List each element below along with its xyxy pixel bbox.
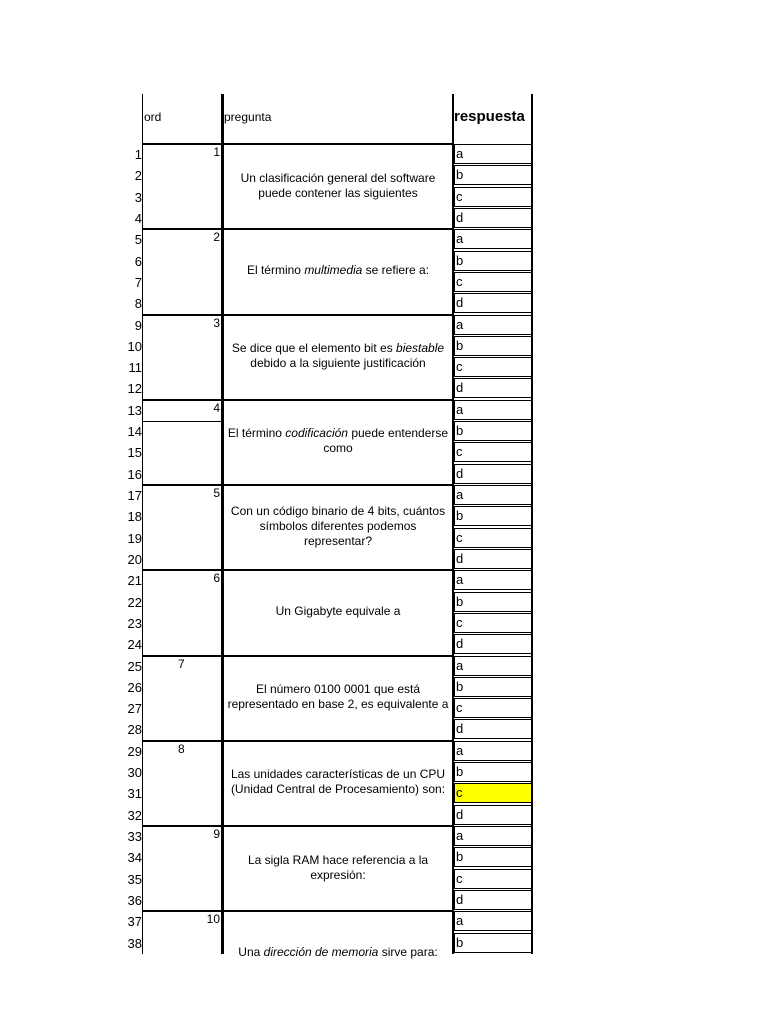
question-text-emphasis: multimedia (304, 263, 363, 278)
answer-option-a[interactable]: a (454, 400, 532, 420)
question-text (224, 235, 452, 306)
question-text (224, 662, 452, 733)
row-number: 9 (134, 317, 142, 333)
row-number: 26 (127, 679, 142, 695)
answer-option-c[interactable]: c (454, 357, 532, 377)
row-number: 10 (127, 338, 142, 354)
answer-option-b[interactable]: b (454, 336, 532, 356)
question-text-pre: Las unidades características de un CPU (Unidad Central de Procesamiento) son: (230, 767, 446, 797)
answer-option-b[interactable]: b (454, 421, 532, 441)
row-number: 17 (127, 488, 142, 503)
row-number: 27 (127, 701, 142, 717)
row-number: 18 (127, 509, 142, 525)
row-number: 32 (127, 807, 142, 823)
question-ord: 7 (178, 656, 185, 671)
answer-option-a[interactable]: a (454, 570, 532, 590)
answer-option-b[interactable]: b (454, 251, 532, 271)
row-number: 8 (134, 296, 142, 312)
row-number: 16 (127, 466, 142, 482)
answer-option-d[interactable]: d (454, 805, 532, 825)
cell-border (142, 421, 222, 422)
question-text (224, 576, 452, 647)
question-ord: 10 (206, 912, 220, 927)
grid-line-ord-left (142, 94, 143, 954)
question-ord: 9 (213, 827, 220, 841)
row-number: 2 (134, 168, 142, 184)
row-number: 4 (134, 210, 142, 226)
row-number: 14 (127, 424, 142, 440)
answer-option-a[interactable]: a (454, 911, 532, 931)
question-separator (142, 655, 452, 657)
question-text-content (224, 504, 452, 549)
header-ord: ord (144, 110, 162, 124)
answer-option-b[interactable]: b (454, 506, 532, 526)
row-number: 28 (127, 722, 142, 738)
question-text-content (224, 682, 452, 712)
answer-option-d[interactable]: d (454, 890, 532, 910)
row-number: 25 (127, 658, 142, 674)
question-ord: 2 (213, 230, 220, 245)
question-text-content (224, 171, 452, 201)
answer-option-a[interactable]: a (454, 826, 532, 846)
row-number: 3 (134, 189, 142, 205)
question-text-pre: Se dice que el elemento bit es (231, 341, 397, 356)
question-text-emphasis: dirección de memoria (263, 945, 379, 960)
row-number: 12 (127, 381, 142, 397)
row-number: 1 (134, 147, 142, 162)
row-number: 7 (134, 274, 142, 290)
question-text-emphasis: codificación (285, 426, 348, 441)
answer-option-c[interactable]: c (454, 187, 532, 207)
answer-option-d[interactable]: d (454, 549, 532, 569)
row-number: 31 (127, 786, 142, 802)
answer-option-a[interactable]: a (454, 656, 532, 676)
question-text (224, 491, 452, 562)
answer-option-b[interactable]: b (454, 933, 532, 953)
question-ord: 8 (178, 741, 185, 756)
answer-option-b[interactable]: b (454, 847, 532, 867)
answer-option-a[interactable]: a (454, 315, 532, 335)
question-text-post: debido a la siguiente justificación (250, 356, 426, 371)
question-text (224, 150, 452, 221)
answer-option-c[interactable]: c (454, 783, 532, 803)
row-number: 5 (134, 232, 142, 248)
row-number: 6 (134, 253, 142, 269)
answer-option-a[interactable]: a (454, 485, 532, 505)
answer-option-a[interactable]: a (454, 144, 532, 164)
answer-option-c[interactable]: c (454, 528, 532, 548)
answer-option-b[interactable]: b (454, 165, 532, 185)
grid-line-resp-right (531, 94, 533, 954)
row-number: 19 (127, 530, 142, 546)
row-number: 36 (127, 892, 142, 908)
question-text (224, 747, 452, 818)
row-number: 22 (127, 594, 142, 610)
header-pregunta: pregunta (224, 110, 272, 124)
question-ord: 4 (213, 400, 220, 415)
row-number: 20 (127, 551, 142, 567)
answer-option-b[interactable]: b (454, 677, 532, 697)
question-text-content (224, 426, 452, 456)
row-number: 34 (127, 850, 142, 866)
question-ord: 3 (213, 315, 220, 330)
question-text (224, 917, 452, 988)
row-number: 21 (127, 573, 142, 589)
answer-option-d[interactable]: d (454, 719, 532, 739)
question-text-pre: Una (238, 945, 264, 960)
answer-option-b[interactable]: b (454, 592, 532, 612)
question-text (224, 832, 452, 903)
answer-option-c[interactable]: c (454, 869, 532, 889)
row-number: 23 (127, 615, 142, 631)
answer-option-d[interactable]: d (454, 634, 532, 654)
row-number: 35 (127, 871, 142, 887)
grid-line-resp-left (452, 94, 454, 954)
answer-option-d[interactable]: d (454, 293, 532, 313)
question-text (224, 321, 452, 392)
grid-line-ord-right (221, 94, 224, 954)
question-ord: 5 (213, 486, 220, 500)
question-ord: 6 (213, 571, 220, 586)
row-number: 37 (127, 914, 142, 930)
question-text-content (276, 604, 401, 619)
header-respuesta: respuesta (454, 108, 525, 125)
question-text-pre: Un Gigabyte equivale a (275, 604, 401, 619)
answer-option-c[interactable]: c (454, 272, 532, 292)
question-text-pre: Con un código binario de 4 bits, cuántos símbolos diferentes podemos representar? (230, 504, 446, 549)
question-text-post: puede entenderse como (323, 426, 449, 456)
row-number: 24 (127, 637, 142, 653)
question-ord: 1 (213, 145, 220, 159)
question-text-emphasis: biestable (396, 341, 445, 356)
question-text-post: sirve para: (378, 945, 438, 960)
answer-option-d[interactable]: d (454, 208, 532, 228)
question-text-content (238, 945, 437, 960)
answer-option-a[interactable]: a (454, 229, 532, 249)
question-text-pre: La sigla RAM hace referencia a la expresión: (247, 852, 429, 882)
question-text-content (224, 767, 452, 797)
question-text-pre: El número 0100 0001 que está representado en base 2, es equivalente a (227, 682, 449, 712)
question-text-pre: El término (227, 426, 286, 441)
answer-option-c[interactable]: c (454, 442, 532, 462)
answer-option-b[interactable]: b (454, 762, 532, 782)
answer-option-c[interactable]: c (454, 698, 532, 718)
answer-option-d[interactable]: d (454, 378, 532, 398)
question-text-post: se refiere a: (362, 263, 430, 278)
row-number: 11 (128, 360, 142, 376)
question-separator (142, 740, 452, 742)
answer-option-a[interactable]: a (454, 741, 532, 761)
row-number: 38 (127, 935, 142, 951)
row-number: 29 (127, 743, 142, 759)
row-number: 33 (127, 829, 142, 844)
question-text-pre: Un clasificación general del software puede contener las siguientes (240, 170, 436, 200)
question-text-pre: El término (246, 263, 305, 278)
question-text-content (247, 263, 429, 278)
answer-option-d[interactable]: d (454, 464, 532, 484)
row-number: 15 (127, 445, 142, 461)
row-number: 30 (127, 765, 142, 781)
question-text-content (224, 853, 452, 883)
answer-option-c[interactable]: c (454, 613, 532, 633)
question-text (224, 406, 452, 477)
row-number: 13 (127, 402, 142, 418)
question-text-content (224, 341, 452, 371)
